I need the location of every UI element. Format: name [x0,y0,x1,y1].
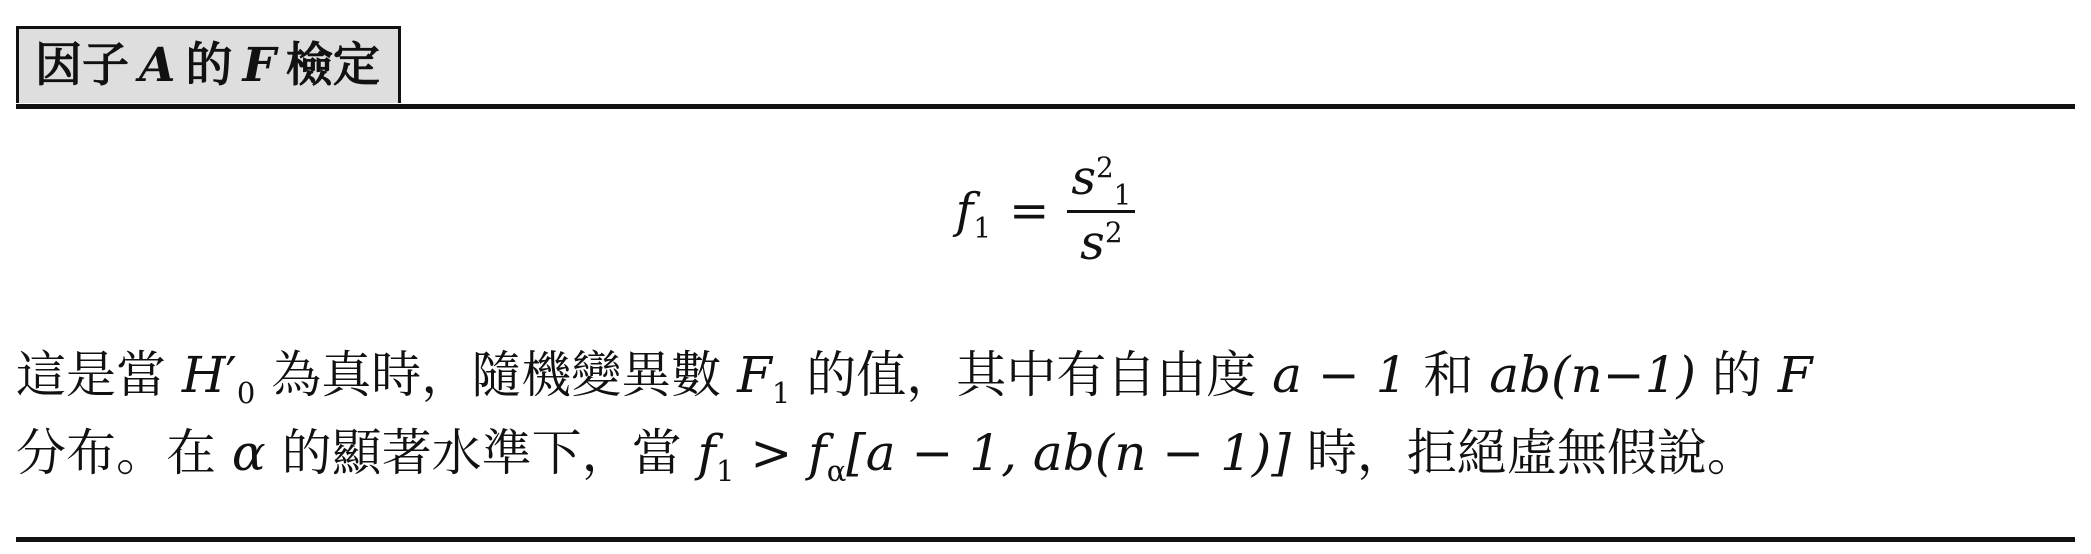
random-variable-subscript: 1 [771,376,791,410]
critical-subscript: α [826,454,847,488]
text-conclusion: 時，拒絕虛無假說。 [1306,424,1757,482]
distribution-symbol: F [1777,346,1813,404]
critical-symbol: f [808,424,827,482]
random-variable-symbol: F [737,346,772,404]
f-statistic-formula [16,150,2075,304]
text-after-hypothesis: 為真時，隨機變異數 [271,346,722,404]
formula-equals: = [1009,182,1050,239]
section-header [16,18,2075,109]
denominator-superscript: 2 [1104,216,1123,249]
numerator-superscript: 2 [1095,151,1114,184]
text-before-distribution: 的 [1711,346,1762,404]
formula-numerator [1067,150,1135,212]
numerator-symbol: s [1071,150,1096,206]
comparison-operator: > [750,424,793,482]
denominator-symbol: s [1080,215,1105,271]
formula-fraction [1067,150,1135,271]
explanation-line-1 [16,336,2075,414]
formula-denominator [1076,213,1126,271]
df2-expression: ab(n−1) [1489,346,1696,404]
alpha-symbol: α [231,424,266,482]
section-title-particle: 的 [185,38,233,93]
section-title-suffix: 檢定 [285,38,380,93]
section-title-test-letter: F [242,38,276,93]
explanation-paragraph [16,336,2075,492]
textbook-page [16,18,2075,538]
text-after-alpha: 的顯著水準下，當 [281,424,682,482]
comparison-subscript: 1 [716,454,735,488]
formula-lhs-subscript: 1 [973,211,992,245]
hypothesis-prime: ′ [225,346,237,404]
explanation-line-2 [16,414,2075,492]
section-title [16,26,401,103]
conjunction: 和 [1423,346,1474,404]
section-title-factor: A [139,38,176,93]
hypothesis-symbol: H [181,346,226,404]
section-title-prefix: 因子 [35,38,129,93]
critical-arguments: [a − 1, ab(n − 1)] [846,424,1291,482]
formula-lhs [955,182,992,245]
text-after-random-variable: 的值，其中有自由度 [806,346,1257,404]
df1-expression: a − 1 [1272,346,1408,404]
formula-expression [955,150,1136,271]
bottom-rule [16,537,2075,542]
hypothesis-subscript: 0 [236,376,256,410]
text-before-hypothesis: 這是當 [16,346,166,404]
text-before-alpha: 分布。在 [16,424,216,482]
comparison-symbol: f [697,424,716,482]
numerator-subscript: 1 [1113,178,1132,212]
formula-lhs-symbol: f [955,182,974,239]
